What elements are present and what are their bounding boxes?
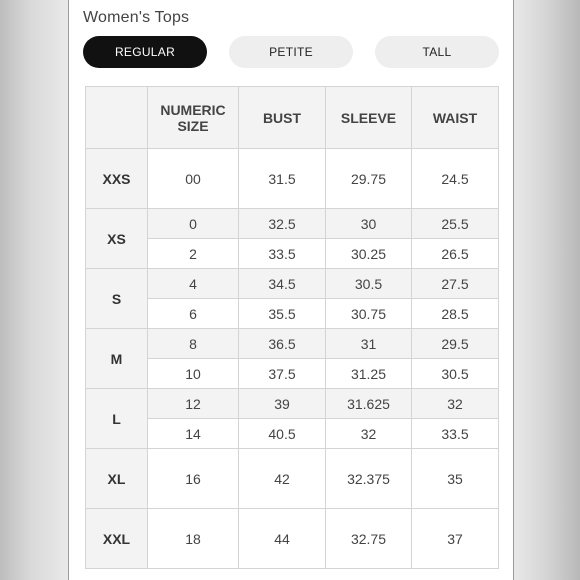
size-label-cell: XXL xyxy=(86,509,148,569)
sleeve-cell: 30.25 xyxy=(326,239,412,269)
waist-cell: 37 xyxy=(412,509,499,569)
table-row xyxy=(86,329,499,359)
sleeve-cell: 31 xyxy=(326,329,412,359)
page-title: Women's Tops xyxy=(83,9,190,26)
sleeve-cell: 32.75 xyxy=(326,509,412,569)
table-row xyxy=(86,239,499,269)
table-row xyxy=(86,509,499,569)
tab-petite[interactable]: PETITE xyxy=(229,36,353,68)
waist-cell: 29.5 xyxy=(412,329,499,359)
bust-cell: 33.5 xyxy=(239,239,326,269)
header-sleeve: SLEEVE xyxy=(326,87,412,149)
numeric-cell: 8 xyxy=(148,329,239,359)
header-bust: BUST xyxy=(239,87,326,149)
table-row xyxy=(86,149,499,209)
numeric-cell: 2 xyxy=(148,239,239,269)
bust-cell: 44 xyxy=(239,509,326,569)
sleeve-cell: 31.625 xyxy=(326,389,412,419)
numeric-cell: 0 xyxy=(148,209,239,239)
size-label-cell: XL xyxy=(86,449,148,509)
numeric-cell: 12 xyxy=(148,389,239,419)
size-label-cell: S xyxy=(86,269,148,329)
waist-cell: 24.5 xyxy=(412,149,499,209)
waist-cell: 27.5 xyxy=(412,269,499,299)
header-numeric-size xyxy=(148,87,239,149)
numeric-cell: 18 xyxy=(148,509,239,569)
sleeve-cell: 30 xyxy=(326,209,412,239)
bust-cell: 36.5 xyxy=(239,329,326,359)
sleeve-cell: 29.75 xyxy=(326,149,412,209)
size-label-cell: L xyxy=(86,389,148,449)
table-row xyxy=(86,419,499,449)
bust-cell: 31.5 xyxy=(239,149,326,209)
header-row xyxy=(86,87,499,149)
table-row xyxy=(86,449,499,509)
waist-cell: 30.5 xyxy=(412,359,499,389)
waist-cell: 35 xyxy=(412,449,499,509)
bust-cell: 37.5 xyxy=(239,359,326,389)
header-numeric-size-line1: NUMERIC xyxy=(160,101,226,118)
sleeve-cell: 30.75 xyxy=(326,299,412,329)
sleeve-cell: 30.5 xyxy=(326,269,412,299)
header-corner-cell xyxy=(86,87,148,149)
bust-cell: 34.5 xyxy=(239,269,326,299)
tab-regular[interactable]: REGULAR xyxy=(83,36,207,68)
numeric-cell: 00 xyxy=(148,149,239,209)
bust-cell: 35.5 xyxy=(239,299,326,329)
table-row xyxy=(86,389,499,419)
tab-tall[interactable]: TALL xyxy=(375,36,499,68)
size-table-body xyxy=(86,149,499,569)
header-waist: WAIST xyxy=(412,87,499,149)
size-chart-panel xyxy=(68,0,514,580)
size-table xyxy=(85,86,499,569)
bust-cell: 40.5 xyxy=(239,419,326,449)
waist-cell: 28.5 xyxy=(412,299,499,329)
size-label-cell: XS xyxy=(86,209,148,269)
waist-cell: 33.5 xyxy=(412,419,499,449)
bust-cell: 42 xyxy=(239,449,326,509)
numeric-cell: 16 xyxy=(148,449,239,509)
numeric-cell: 10 xyxy=(148,359,239,389)
sleeve-cell: 32.375 xyxy=(326,449,412,509)
bust-cell: 32.5 xyxy=(239,209,326,239)
header-numeric-size-line2: SIZE xyxy=(177,117,209,134)
waist-cell: 32 xyxy=(412,389,499,419)
table-row xyxy=(86,269,499,299)
bust-cell: 39 xyxy=(239,389,326,419)
table-row xyxy=(86,359,499,389)
numeric-cell: 14 xyxy=(148,419,239,449)
size-label-cell: M xyxy=(86,329,148,389)
numeric-cell: 6 xyxy=(148,299,239,329)
table-row xyxy=(86,209,499,239)
waist-cell: 26.5 xyxy=(412,239,499,269)
sleeve-cell: 32 xyxy=(326,419,412,449)
size-label-cell: XXS xyxy=(86,149,148,209)
waist-cell: 25.5 xyxy=(412,209,499,239)
numeric-cell: 4 xyxy=(148,269,239,299)
table-row xyxy=(86,299,499,329)
sleeve-cell: 31.25 xyxy=(326,359,412,389)
